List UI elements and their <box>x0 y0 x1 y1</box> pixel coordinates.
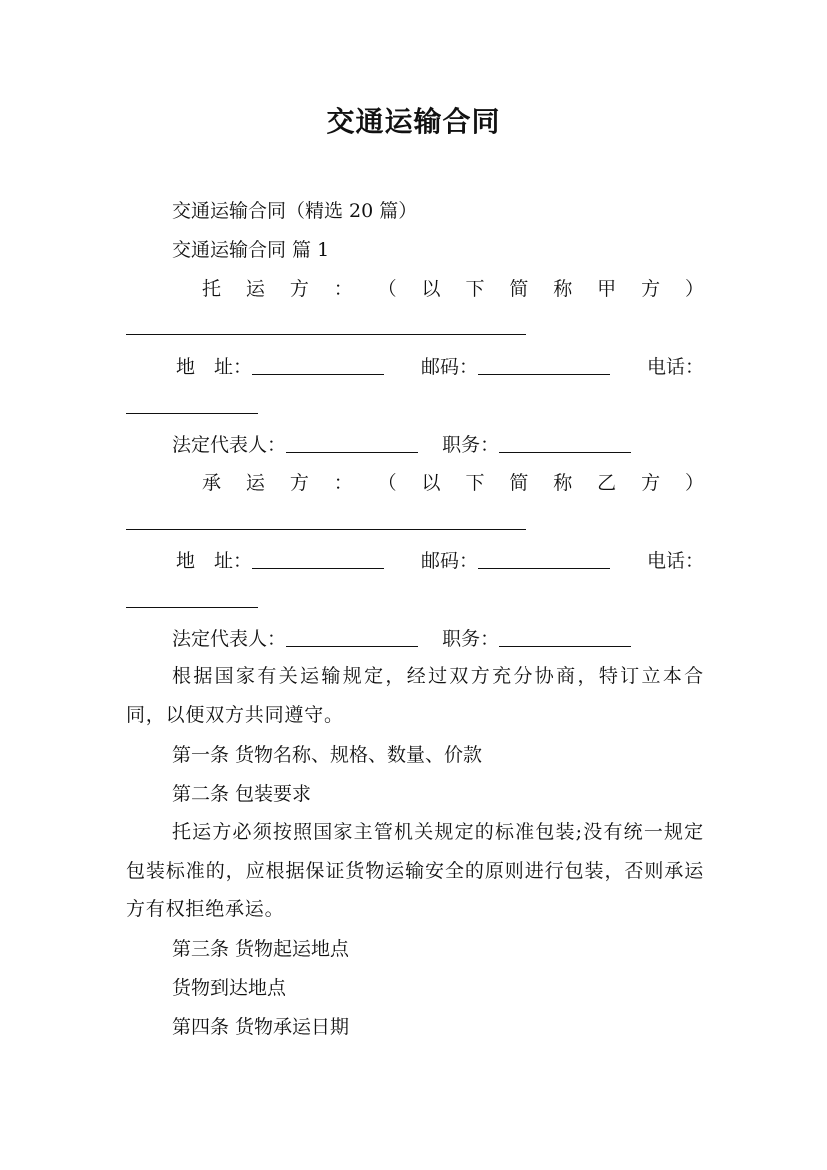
party-a-rep-row <box>126 430 750 460</box>
article-2-body: 托运方必须按照国家主管机关规定的标准包装;没有统一规定包装标准的，应根据保证货物运输安全的原则进行包装，否则承运方有权拒绝承运。 <box>126 821 704 921</box>
party-a-phone-blank[interactable] <box>126 393 258 414</box>
party-b-char: 方 <box>641 472 661 494</box>
party-b-contact-row <box>126 546 704 576</box>
party-b-address-blank[interactable] <box>252 548 384 569</box>
phone-label: 电话： <box>646 356 704 378</box>
destination-heading: 货物到达地点 <box>172 977 287 999</box>
party-b-char: 称 <box>553 472 573 494</box>
party-b-phone-blank[interactable] <box>126 587 258 608</box>
party-a-rep-blank[interactable] <box>286 432 418 453</box>
legal-rep-label: 法定代表人： <box>172 434 287 456</box>
address-label: 地 址： <box>176 550 253 572</box>
document-subtitle: 交通运输合同（精选 20 篇） <box>172 200 418 222</box>
party-b-name-blank[interactable] <box>126 509 526 530</box>
party-a-char: 以 <box>421 278 441 300</box>
section-heading: 交通运输合同 篇 1 <box>172 239 330 261</box>
legal-rep-label: 法定代表人： <box>172 628 287 650</box>
party-a-name-blank[interactable] <box>126 314 526 335</box>
party-b-char: 以 <box>421 472 441 494</box>
party-a-char: 甲 <box>597 278 617 300</box>
party-a-postcode-blank[interactable] <box>478 354 610 375</box>
party-b-char: 乙 <box>597 472 617 494</box>
article-1-heading: 第一条 货物名称、规格、数量、价款 <box>172 744 483 766</box>
party-a-label <box>126 274 704 304</box>
position-label: 职务： <box>442 628 500 650</box>
postcode-label: 邮码： <box>420 550 478 572</box>
party-b-name-line <box>126 507 704 537</box>
document-title: 交通运输合同 <box>326 105 501 138</box>
party-a-name-line <box>126 312 704 342</box>
party-a-char: 运 <box>245 278 265 300</box>
party-b-rep-blank[interactable] <box>286 626 418 647</box>
party-a-position-blank[interactable] <box>499 432 631 453</box>
party-b-char: ： <box>333 472 353 494</box>
party-b-char: （ <box>377 472 397 494</box>
position-label: 职务： <box>442 434 500 456</box>
address-label: 地 址： <box>176 356 253 378</box>
party-a-char: 方 <box>641 278 661 300</box>
phone-label: 电话： <box>646 550 704 572</box>
party-a-char: 方 <box>289 278 309 300</box>
party-a-char: 托 <box>202 278 222 300</box>
postcode-label: 邮码： <box>420 356 478 378</box>
party-a-char: （ <box>377 278 397 300</box>
article-3-heading: 第三条 货物起运地点 <box>172 938 350 960</box>
party-b-label <box>126 468 704 498</box>
party-b-char: ） <box>684 472 704 494</box>
party-b-rep-row <box>126 624 750 654</box>
intro-paragraph: 根据国家有关运输规定，经过双方充分协商，特订立本合同，以便双方共同遵守。 <box>126 665 704 726</box>
party-a-address-blank[interactable] <box>252 354 384 375</box>
party-b-char: 下 <box>465 472 485 494</box>
party-b-position-blank[interactable] <box>499 626 631 647</box>
party-b-postcode-blank[interactable] <box>478 548 610 569</box>
article-4-heading: 第四条 货物承运日期 <box>172 1016 350 1038</box>
party-b-char: 承 <box>202 472 222 494</box>
party-a-char: 简 <box>509 278 529 300</box>
party-b-char: 运 <box>245 472 265 494</box>
party-a-char: 称 <box>553 278 573 300</box>
party-b-char: 方 <box>289 472 309 494</box>
party-a-char: ： <box>333 278 353 300</box>
party-a-phone-line <box>126 391 704 421</box>
party-a-char: 下 <box>465 278 485 300</box>
party-a-contact-row <box>126 352 704 382</box>
party-b-char: 简 <box>509 472 529 494</box>
party-a-char: ） <box>684 278 704 300</box>
party-b-phone-line <box>126 585 704 615</box>
article-2-heading: 第二条 包装要求 <box>172 783 312 805</box>
